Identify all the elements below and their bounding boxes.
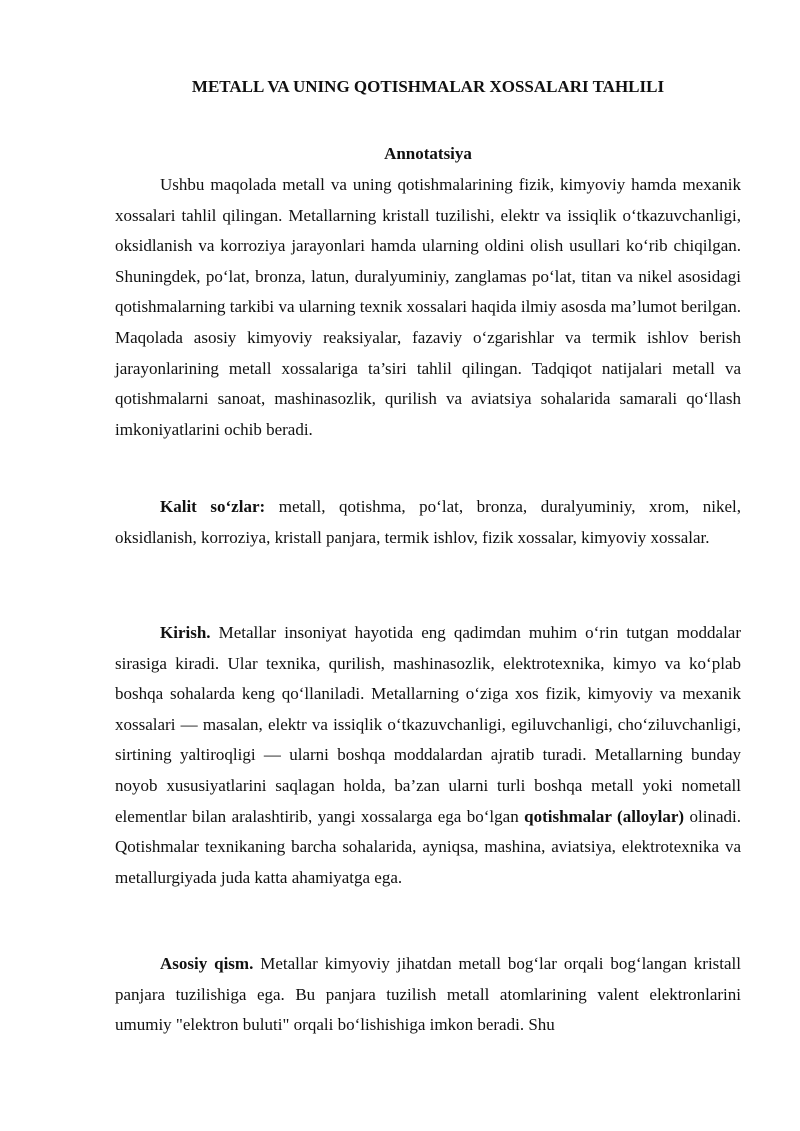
keywords-paragraph	[115, 492, 741, 553]
abstract-heading: Annotatsiya	[384, 144, 472, 163]
main-part-text: Metallar kimyoviy jihatdan metall bog‘lar orqali bog‘langan kristall panjara tuzilishiga ega. Bu panjara tuzilish metall atomlarining valent elektronlarini umumiy "elektron buluti" orqali bo‘lishishiga imkon beradi. Shu	[115, 954, 741, 1035]
introduction-label: Kirish.	[160, 623, 211, 642]
abstract-paragraph: Ushbu maqolada metall va uning qotishmalarining fizik, kimyoviy hamda mexanik xossalari tahlil qilingan. Metallarning kristall tuzilishi, elektr va issiqlik o‘tkazuvchanligi, oksidlanish va korroziya jarayonlari hamda ularning oldini olish usullari ko‘rib chiqilgan. Shuningdek, po‘lat, bronza, latun, duralyuminiy, zanglamas po‘lat, titan va nikel asosidagi qotishmalarning tarkibi va ularning texnik xossalari haqida ilmiy asosda ma’lumot berilgan. Maqolada asosiy kimyoviy reaksiyalar, fazaviy o‘zgarishlar va termik ishlov berish jarayonlarining metall xossalariga ta’siri tahlil qilingan. Tadqiqot natijalari metall va qotishmalarni sanoat, mashinasozlik, qurilish va aviatsiya sohalarida samarali qo‘llash imkoniyatlarini ochib beradi.	[115, 175, 741, 439]
main-part-label: Asosiy qism.	[160, 954, 254, 973]
keywords-text: metall, qotishma, po‘lat, bronza, duralyuminiy, xrom, nikel, oksidlanish, korroziya, kristall panjara, termik ishlov, fizik xossalar, kimyoviy xossalar.	[115, 497, 741, 547]
keywords-label: Kalit so‘zlar:	[160, 497, 266, 516]
document-title: METALL VA UNING QOTISHMALAR XOSSALARI TAHLILI	[191, 77, 665, 96]
introduction-text-part-2: olinadi. Qotishmalar texnikaning barcha sohalarida, ayniqsa, mashina, aviatsiya, elektrotexnika va metallurgiyada juda katta ahamiyatga ega.	[115, 806, 741, 887]
main-part-paragraph	[115, 949, 741, 1041]
introduction-paragraph	[115, 618, 741, 893]
introduction-text-part-1: Metallar insoniyat hayotida eng qadimdan muhim o‘rin tutgan moddalar sirasiga kiradi. Ular texnika, qurilish, mashinasozlik, elektrotexnika, kimyo va ko‘plab boshqa sohalarda keng qo‘llaniladi. Metallarning o‘ziga xos fizik, kimyoviy va mexanik xossalari — masalan, elektr va issiqlik o‘tkazuvchanligi, egiluvchanligi, cho‘ziluvchanligi, sirtining yaltiroqligi — ularni boshqa moddalardan ajratib turadi. Metallarning bunday noyob xususiyatlarini saqlagan holda, ba’zan ularni turli boshqa metall yoki nometall elementlar bilan aralashtirib, yangi xossalarga ega bo‘lgan	[115, 623, 741, 826]
introduction-bold-term: qotishmalar (alloylar)	[524, 806, 685, 826]
